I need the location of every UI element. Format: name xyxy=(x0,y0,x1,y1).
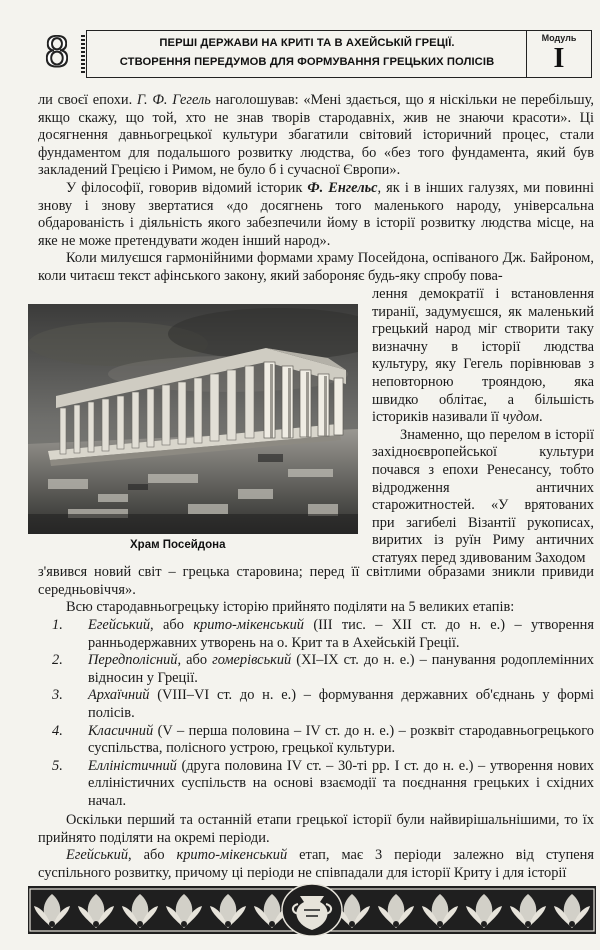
footer-ornament xyxy=(28,884,596,936)
word-miracle: чудом xyxy=(502,409,539,426)
page-number: 8 xyxy=(44,30,70,76)
module-box xyxy=(526,30,592,78)
temple-photo xyxy=(28,304,358,534)
stages-intro: Всю стародавньогрецьку історію прийнято поділяти на 5 великих етапів: xyxy=(66,599,515,616)
paragraph-renaissance: Знаменно, що перелом в історії західноєвропейської культури почався з епохи Ренесансу, тобто відродження античних старожитностей. «У врятованих при загибелі Візантії рукописах, виритих із руїн Риму античних статуях перед здивованим Заходом xyxy=(372,426,594,566)
intro-text xyxy=(38,92,594,286)
chapter-title-line1: ПЕРШІ ДЕРЖАВИ НА КРИТІ ТА В АХЕЙСЬКІЙ ГРЕЦІЇ. xyxy=(159,37,455,49)
closing-text xyxy=(38,812,594,882)
paragraph-temple-cont: лення демократії і встановлення тиранії, задумуєшся, як маленький грецький народ міг створити таку визначну в історії людства культуру, яку Гегель порівнював з неповторною трояндою, яка швидко облітає, а більшість істориків називали її чудом. xyxy=(372,286,594,426)
stages-list xyxy=(38,617,594,811)
paragraph-periods: Оскільки перший та останній етапи грецької історії були найвирішальнішими, то їх прийнято поділяти на окремі періоди. xyxy=(38,812,594,846)
chapter-title-box xyxy=(86,30,527,78)
chapter-title-line2: СТВОРЕННЯ ПЕРЕДУМОВ ДЛЯ ФОРМУВАННЯ ГРЕЦЬКИХ ПОЛІСІВ xyxy=(119,56,495,68)
paragraph-aegean: Егейський, або крито-мікенський етап, має 3 періоди залежно від ступеня суспільного розвитку, причому ці періоди не співпадали для історії Криту і для історії xyxy=(38,847,594,881)
list-item: 3. Архаїчний (VIII–VI ст. до н. е.) – формування державних об'єднань у формі полісів. xyxy=(52,687,594,721)
renaissance-continuation xyxy=(38,564,594,617)
paragraph-engels: У філософії, говорив відомий історик Ф. Енгельс, як і в інших галузях, ми повинні знову і знову звертатися «до досягнень того маленького народу, універсальна обдарованість і діяльність якого забезпечили йому в історії розвитку людства місце, на яке не може претендувати жоден інший народ». xyxy=(38,179,594,249)
paragraph-temple-start: Коли милуєшся гармонійними формами храму Посейдона, оспіваного Дж. Байроном, коли читаєш текст афінського закону, який забороняє будь-яку спробу пова- xyxy=(38,250,594,284)
list-item: 2. Передполісний, або гомерівський (XI–IX ст. до н. е.) – панування родоплемінних відносин у Греції. xyxy=(52,652,594,686)
list-item: 1. Егейський, або крито-мікенський (III тис. – XII ст. до н. е.) – утворення ранньодержавних утворень на о. Крит та в Ахейській Греції. xyxy=(52,617,594,651)
list-item: 4. Класичний (V – перша половина – IV ст. до н. е.) – розквіт стародавньогрецького суспільства, полісного устрою, грецької культури. xyxy=(52,722,594,757)
photo-caption: Храм Посейдона xyxy=(130,539,226,551)
author-hegel: Г. Ф. Гегель xyxy=(136,92,211,108)
author-engels: Ф. Енгельс xyxy=(307,179,378,196)
list-item: 5. Елліністичний (друга половина IV ст. – 30-ті рр. I ст. до н. е.) – утворення нових елліністичних суспільств на основі взаємодії та поєднання грецьких і східних начал. xyxy=(52,757,594,809)
paragraph-renaissance-end: з'явився новий світ – грецька старовина; перед її світлими образами зникли привиди середньовіччя». xyxy=(38,564,594,598)
module-number: I xyxy=(553,43,565,74)
page-header xyxy=(34,28,590,80)
palmette-border-icon xyxy=(28,884,596,936)
right-column-text xyxy=(372,286,594,568)
paragraph-hegel: ли своєї епохи. Г. Ф. Гегель наголошував: «Мені здається, що я ніскільки не перебільшу, якщо скажу, що той, хто не знав творів стародавніх, жив не знаючи красоти». Ці досягнення давньогрецької культури збагатили світовий історичний процес, стали фундаментом для подальшого розвитку людства, бо «без того фундамента, який був закладений Грецією і Римом, не було б і сучасної Європи». xyxy=(38,92,594,179)
module-label: Модуль xyxy=(541,33,577,43)
